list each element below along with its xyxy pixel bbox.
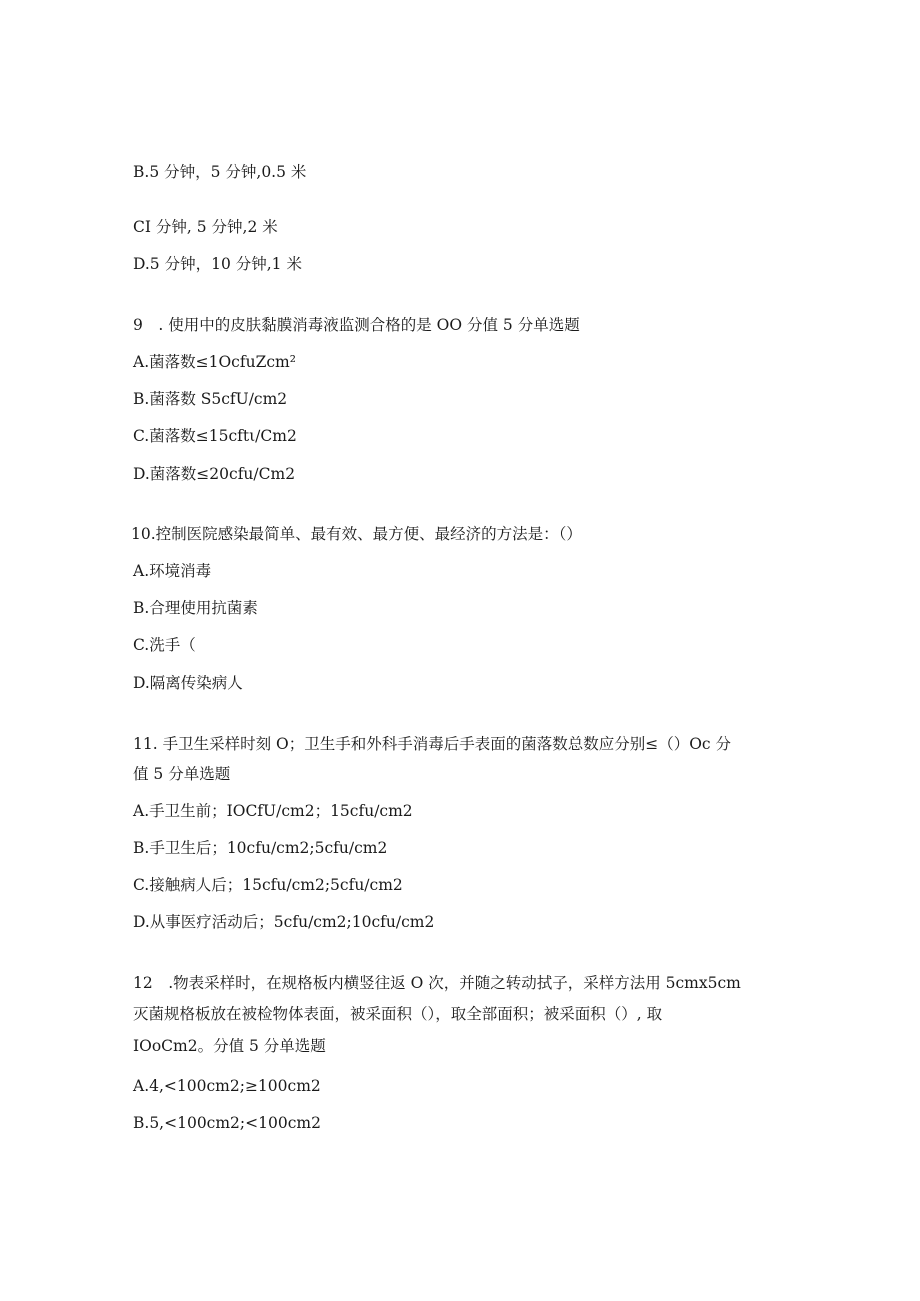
q9-stem: 9 . 使用中的皮肤黏膜消毒液监测合格的是 OO 分值 5 分单选题: [133, 316, 580, 334]
q12-stem-line3: IOoCm2。分值 5 分单选题: [133, 1037, 326, 1055]
q9-option-a: A.菌落数≤1OcfuZcm²: [133, 353, 296, 371]
q11-option-d: D.从事医疗活动后；5cfu∕cm2;10cfu∕cm2: [133, 913, 435, 931]
q10-option-c: C.洗手（: [133, 636, 196, 654]
q10-option-b: B.合理使用抗菌素: [133, 599, 258, 617]
q12-stem-line2: 灭菌规格板放在被检物体表面，被采面积（），取全部面积；被采面积（）, 取: [133, 1005, 663, 1023]
q10-option-d: D.隔离传染病人: [133, 674, 243, 692]
q10-option-a: A.环境消毒: [133, 562, 212, 580]
q8-option-d: D.5 分钟，10 分钟,1 米: [133, 255, 302, 273]
q11-option-a: A.手卫生前；IOCfU∕cm2；15cfu∕cm2: [133, 802, 413, 820]
q12-option-b: B.5,<100cm2;<100cm2: [133, 1114, 321, 1132]
q9-option-c: C.菌落数≤15cftι∕Cm2: [133, 427, 297, 445]
q11-stem-line2: 值 5 分单选题: [133, 765, 231, 783]
q8-option-c: CI 分钟, 5 分钟,2 米: [133, 218, 278, 236]
q9-option-b: B.菌落数 S5cfU∕cm2: [133, 390, 288, 408]
q11-option-c: C.接触病人后；15cfu∕cm2;5cfu∕cm2: [133, 876, 403, 894]
q12-stem-line1: 12 .物表采样时，在规格板内横竖往返 O 次，并随之转动拭子，采样方法用 5cmx5cm: [133, 974, 741, 992]
q8-option-b: B.5 分钟，5 分钟,0.5 米: [133, 163, 307, 181]
q11-stem-line1: 11. 手卫生采样时刻 O；卫生手和外科手消毒后手表面的菌落数总数应分别≤（）Oc 分: [133, 735, 732, 753]
q12-option-a: A.4,<100cm2;≥100cm2: [133, 1077, 321, 1095]
q11-option-b: B.手卫生后；10cfu∕cm2;5cfu∕cm2: [133, 839, 388, 857]
q9-option-d: D.菌落数≤20cfu∕Cm2: [133, 465, 296, 483]
q10-stem: 10.控制医院感染最简单、最有效、最方便、最经济的方法是：（）: [131, 525, 582, 543]
